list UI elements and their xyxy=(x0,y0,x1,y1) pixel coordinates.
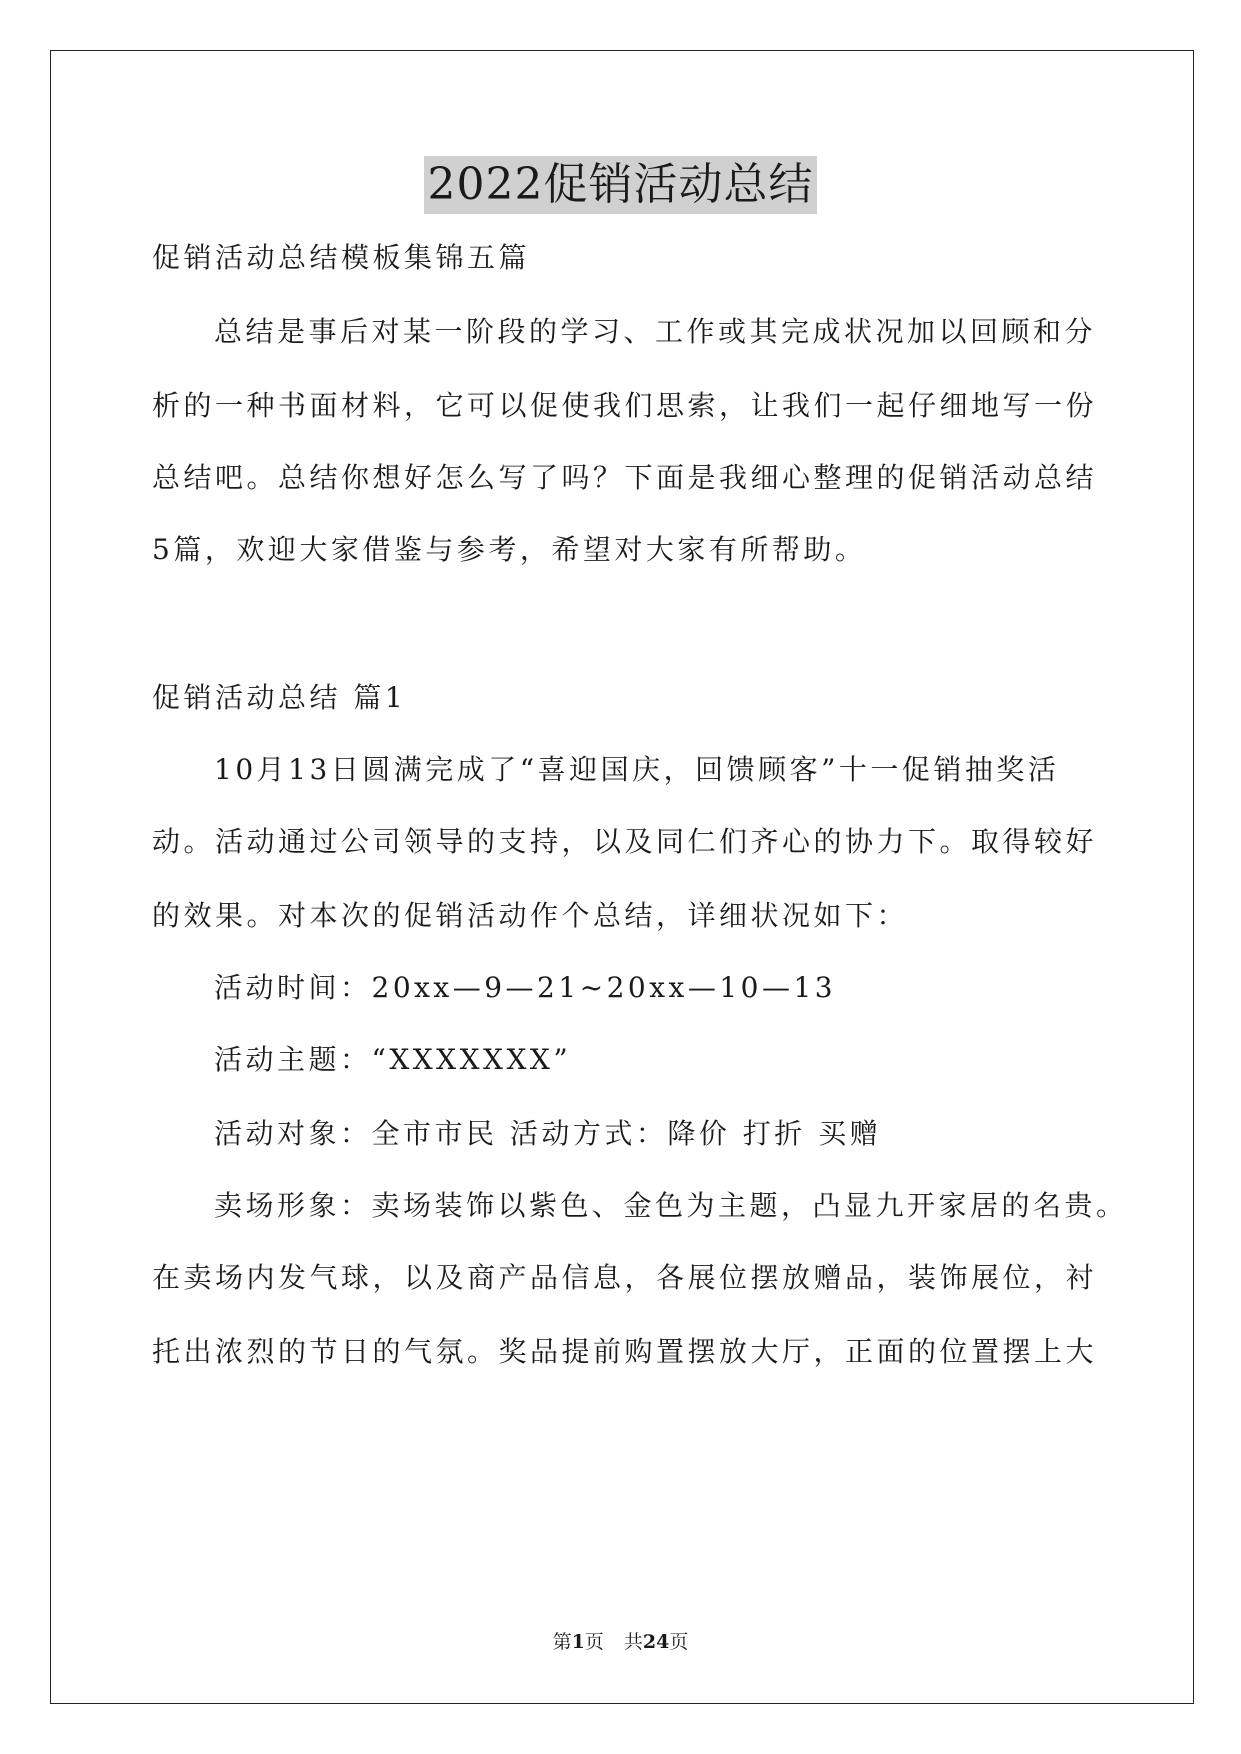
body-paragraph-line: 的效果。对本次的促销活动作个总结，详细状况如下： xyxy=(152,899,909,932)
page-number: 1 xyxy=(571,1631,585,1653)
activity-time-line: 活动时间：20xx—9—21~20xx—10—13 xyxy=(214,971,837,1004)
page-suffix: 页 xyxy=(584,1631,604,1653)
document-subtitle: 促销活动总结模板集锦五篇 xyxy=(152,241,531,274)
intro-paragraph-line: 5篇，欢迎大家借鉴与参考，希望对大家有所帮助。 xyxy=(152,533,867,566)
total-pages: 24 xyxy=(642,1631,670,1653)
body-paragraph-line: 10月13日圆满完成了“喜迎国庆，回馈顾客”十一促销抽奖活 xyxy=(214,753,1060,786)
total-suffix: 页 xyxy=(669,1631,689,1653)
page-footer xyxy=(0,1630,1241,1654)
activity-target-line: 活动对象：全市市民 活动方式：降价 打折 买赠 xyxy=(214,1117,882,1150)
total-prefix: 共 xyxy=(623,1631,643,1653)
body-paragraph-line: 托出浓烈的节日的气氛。奖品提前购置摆放大厅，正面的位置摆上大 xyxy=(152,1335,1098,1368)
intro-paragraph-line: 析的一种书面材料，它可以促使我们思索，让我们一起仔细地写一份 xyxy=(152,389,1098,422)
body-paragraph-line: 在卖场内发气球，以及商产品信息，各展位摆放赠品，装饰展位，衬 xyxy=(152,1261,1098,1294)
page-prefix: 第 xyxy=(552,1631,572,1653)
intro-paragraph-line: 总结是事后对某一阶段的学习、工作或其完成状况加以回顾和分 xyxy=(214,315,1097,348)
body-paragraph-line: 动。活动通过公司领导的支持，以及同仁们齐心的协力下。取得较好 xyxy=(152,825,1098,858)
section-heading: 促销活动总结 篇1 xyxy=(152,681,407,714)
document-title: 2022促销活动总结 xyxy=(424,156,818,214)
store-image-line: 卖场形象：卖场装饰以紫色、金色为主题，凸显九开家居的名贵。 xyxy=(214,1189,1128,1222)
title-container xyxy=(0,156,1241,214)
activity-theme-line: 活动主题：“XXXXXXX” xyxy=(214,1043,572,1076)
intro-paragraph-line: 总结吧。总结你想好怎么写了吗？下面是我细心整理的促销活动总结 xyxy=(152,461,1098,494)
page-border xyxy=(50,50,1194,1704)
